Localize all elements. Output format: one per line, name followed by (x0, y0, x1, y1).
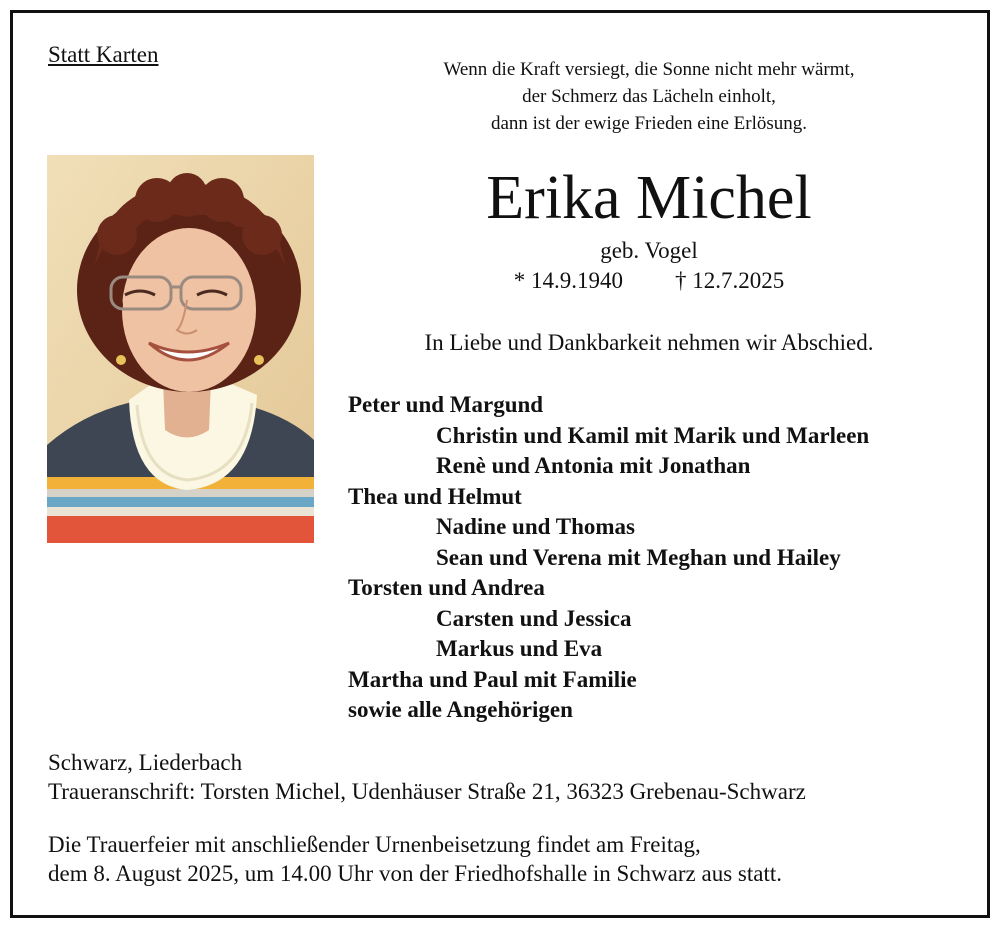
ceremony-line: Die Trauerfeier mit anschließender Urnenbeisetzung findet am Freitag, (48, 832, 701, 857)
poem (349, 56, 949, 137)
family-member: Torsten und Andrea (348, 575, 545, 600)
place-block (48, 748, 806, 806)
farewell-text: In Liebe und Dankbarkeit nehmen wir Abschied. (424, 330, 874, 355)
family-member: Sean und Verena mit Meghan und Hailey (436, 544, 841, 570)
family-member: Peter und Margund (348, 392, 544, 417)
family-member: Martha und Paul mit Familie (348, 666, 637, 692)
death-date: † 12.7.2025 (675, 268, 785, 293)
deceased-name: Erika Michel (486, 164, 812, 232)
ceremony-info (48, 830, 782, 888)
family-member: Christin und Kamil mit Marik und Marleen (436, 422, 870, 448)
family-member: Renè und Antonia mit Jonathan (436, 453, 751, 478)
birth-date: * 14.9.1940 (513, 268, 623, 293)
location-text: Schwarz, Liederbach (48, 750, 243, 775)
poem-line: der Schmerz das Lächeln einholt, (522, 86, 776, 107)
ceremony-line: dem 8. August 2025, um 14.00 Uhr von der Friedhofshalle in Schwarz aus statt. (48, 861, 782, 886)
family-member: Carsten und Jessica (436, 605, 632, 631)
mourning-address: Traueranschrift: Torsten Michel, Udenhäuser Straße 21, 36323 Grebenau-Schwarz (48, 779, 806, 804)
family-member: Nadine und Thomas (436, 514, 635, 539)
birth-name: geb. Vogel (600, 238, 698, 263)
family-list (348, 390, 869, 726)
family-member: Markus und Eva (436, 636, 603, 661)
family-member: sowie alle Angehörigen (348, 697, 573, 722)
statt-karten-label: Statt Karten (48, 42, 159, 67)
poem-line: dann ist der ewige Frieden eine Erlösung. (490, 113, 808, 134)
family-member: Thea und Helmut (348, 483, 522, 509)
portrait-photo (47, 155, 314, 543)
life-dates (349, 268, 949, 294)
poem-line: Wenn die Kraft versiegt, die Sonne nicht mehr wärmt, (443, 59, 855, 80)
